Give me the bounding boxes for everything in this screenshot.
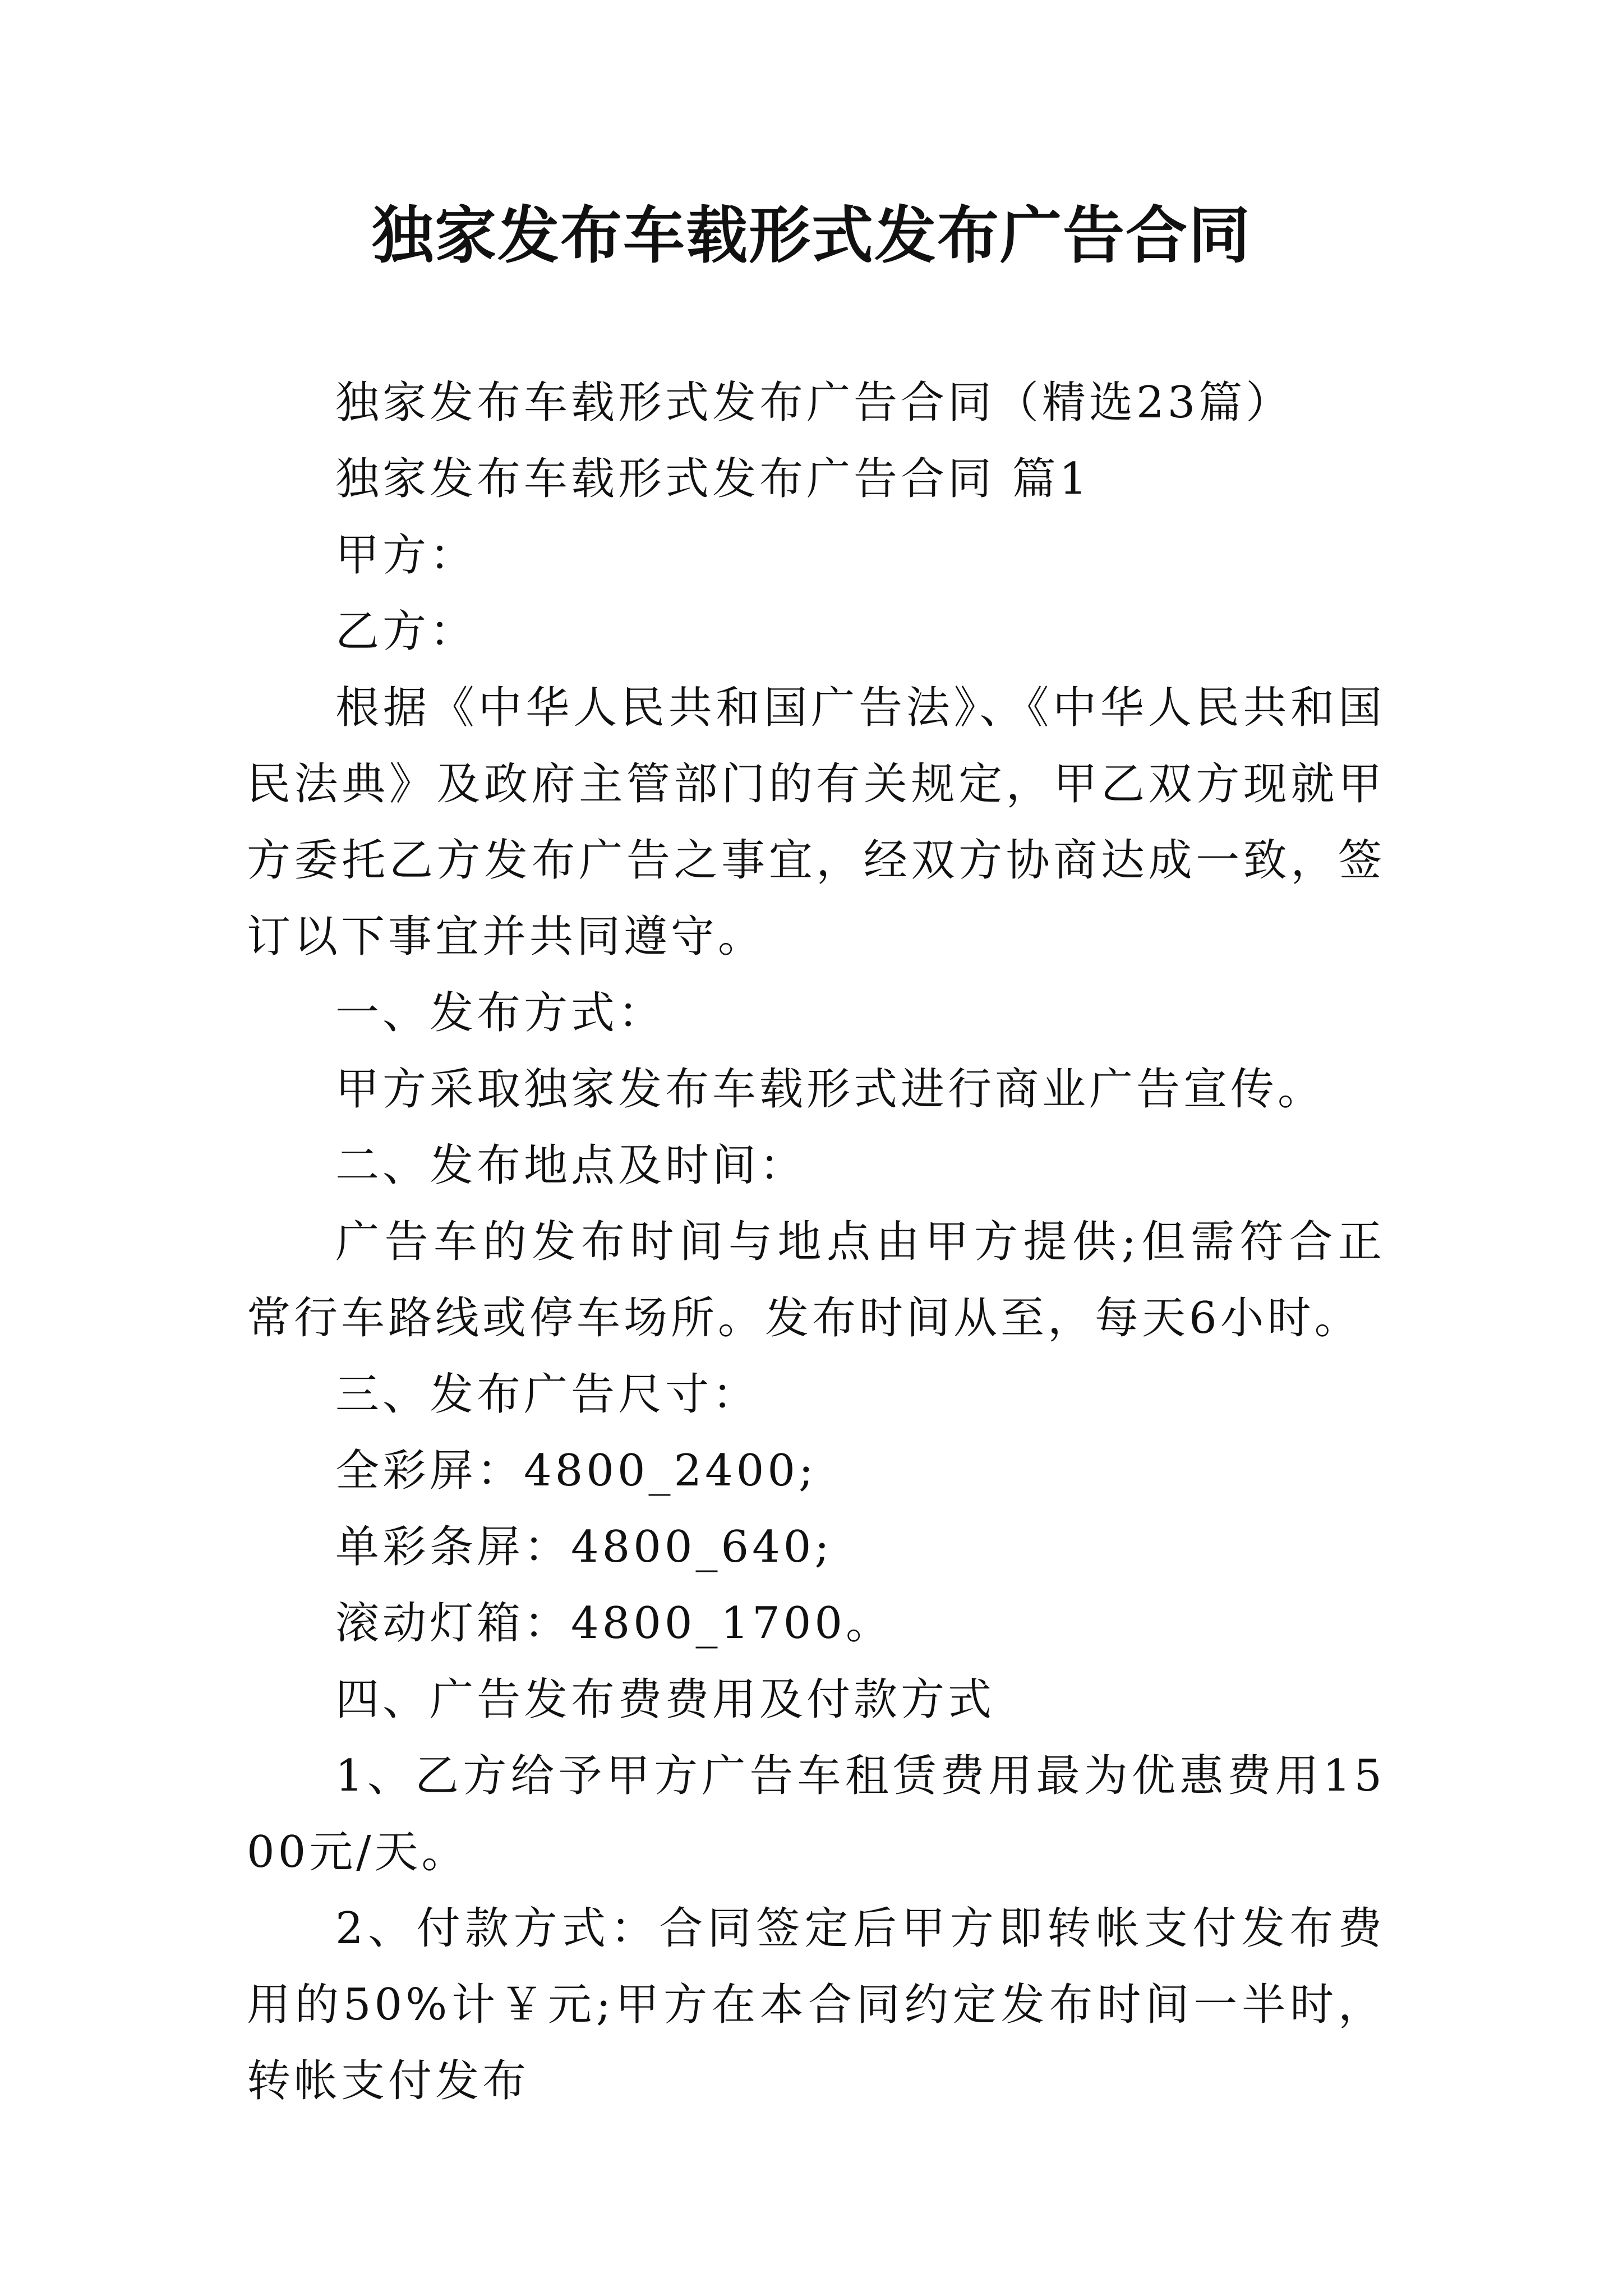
paragraph-clause-4-heading: 四、广告发布费费用及付款方式 <box>335 1674 995 1725</box>
paragraph-size-lightbox: 滚动灯箱：4800_1700。 <box>335 1598 893 1649</box>
paragraph-preamble: 根据《中华人民共和国广告法》、《中华人民共和国民法典》及政府主管部门的有关规定，甲乙双方现就甲方委托乙方发布广告之事宜，经双方协商达成一致，签订以下事宜并共同遵守。 <box>247 683 1385 962</box>
paragraph-clause-3-heading: 三、发布广告尺寸： <box>335 1369 760 1420</box>
paragraph-size-single-color: 单彩条屏：4800_640; <box>335 1522 833 1572</box>
paragraph-party-b: 乙方： <box>335 606 477 657</box>
paragraph-size-full-color: 全彩屏：4800_2400; <box>335 1446 817 1496</box>
document-title: 独家发布车载形式发布广告合同 <box>372 199 1251 272</box>
paragraph-clause-1-text: 甲方采取独家发布车载形式进行商业广告宣传。 <box>335 1064 1325 1115</box>
document-body <box>247 365 1385 2119</box>
paragraph-clause-2-heading: 二、发布地点及时间： <box>335 1140 807 1191</box>
paragraph-clause-2-text: 广告车的发布时间与地点由甲方提供;但需符合正常行车路线或停车场所。发布时间从至，每天6小时。 <box>247 1217 1385 1343</box>
paragraph-clause-1-heading: 一、发布方式： <box>335 988 666 1038</box>
paragraph-party-a: 甲方： <box>335 530 477 581</box>
paragraph-section-heading: 独家发布车载形式发布广告合同 篇1 <box>335 454 1091 504</box>
paragraph-clause-4-item-2: 2、付款方式：合同签定后甲方即转帐支付发布费用的50%计￥元;甲方在本合同约定发布时间一半时，转帐支付发布 <box>247 1903 1385 2106</box>
paragraph-clause-4-item-1: 1、乙方给予甲方广告车租赁费用最为优惠费用1500元/天。 <box>247 1751 1385 1878</box>
paragraph-subtitle: 独家发布车载形式发布广告合同（精选23篇） <box>335 378 1293 428</box>
